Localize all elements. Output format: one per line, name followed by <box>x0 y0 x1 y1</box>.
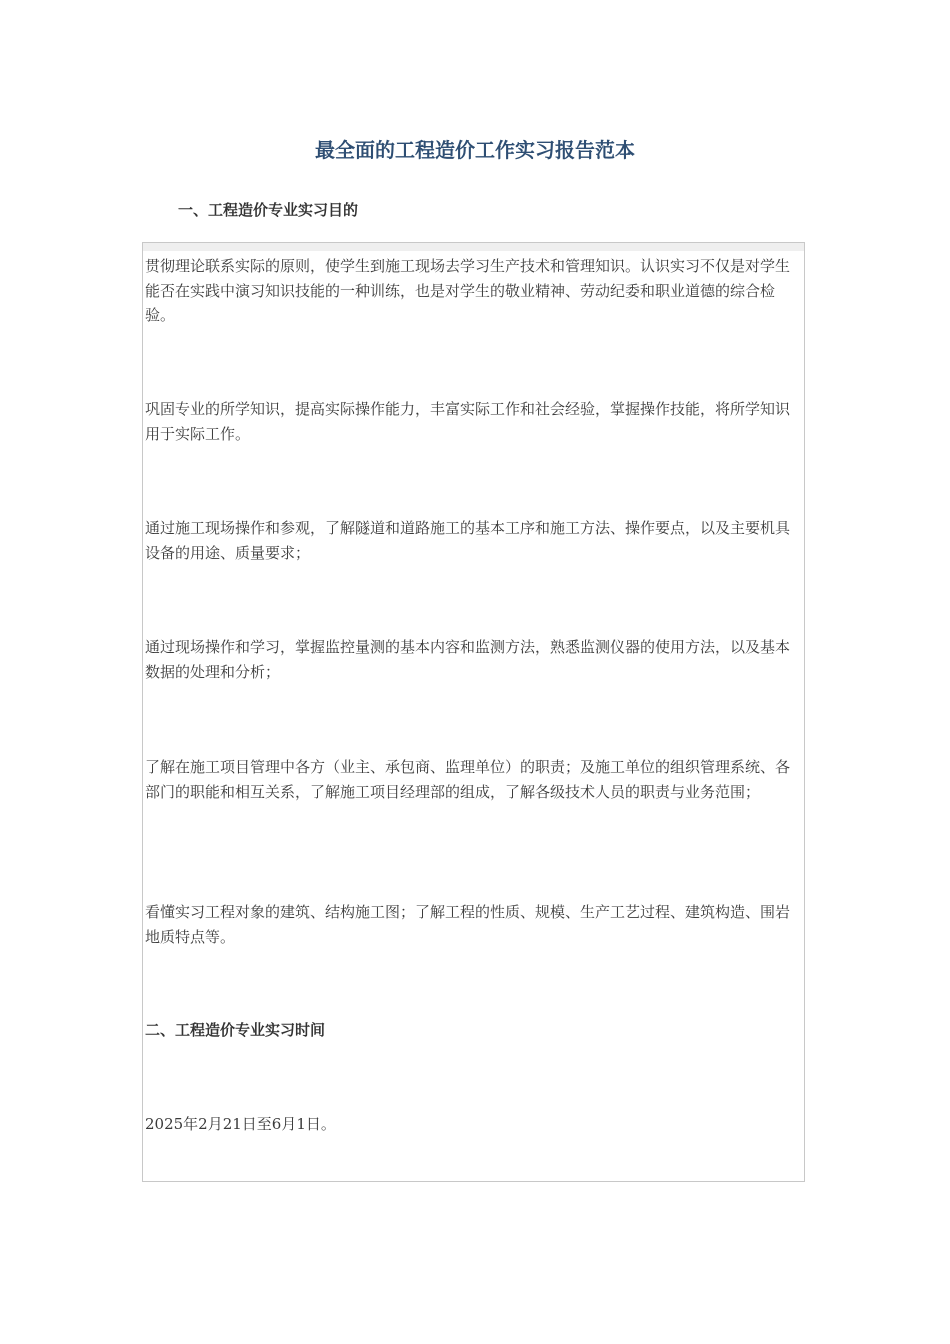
content-box <box>142 242 805 1182</box>
section-heading-time: 二、工程造价专业实习时间 <box>145 1021 326 1039</box>
section-heading-purpose: 一、工程造价专业实习目的 <box>178 201 359 219</box>
document-title: 最全面的工程造价工作实习报告范本 <box>315 138 635 162</box>
internship-date-range: 2025年2月21日至6月1日。 <box>145 1115 336 1133</box>
paragraph-drawings: 看懂实习工程对象的建筑、结构施工图；了解工程的性质、规模、生产工艺过程、建筑构造、围岩地质特点等。 <box>145 903 791 946</box>
paragraph-monitoring: 通过现场操作和学习，掌握监控量测的基本内容和监测方法，熟悉监测仪器的使用方法，以及基本数据的处理和分析； <box>145 638 791 681</box>
paragraph-consolidate: 巩固专业的所学知识，提高实际操作能力，丰富实际工作和社会经验，掌握操作技能，将所学知识用于实际工作。 <box>145 400 791 443</box>
paragraph-principle: 贯彻理论联系实际的原则，使学生到施工现场去学习生产技术和管理知识。认识实习不仅是对学生能否在实践中演习知识技能的一种训练，也是对学生的敬业精神、劳动纪委和职业道德的综合检验。 <box>145 257 791 324</box>
content-box-top-bar <box>143 243 804 251</box>
paragraph-site-operation: 通过施工现场操作和参观，了解隧道和道路施工的基本工序和施工方法、操作要点，以及主要机具设备的用途、质量要求； <box>145 519 791 562</box>
paragraph-project-management: 了解在施工项目管理中各方（业主、承包商、监理单位）的职责；及施工单位的组织管理系统、各部门的职能和相互关系，了解施工项目经理部的组成，了解各级技术人员的职责与业务范围； <box>145 758 791 801</box>
